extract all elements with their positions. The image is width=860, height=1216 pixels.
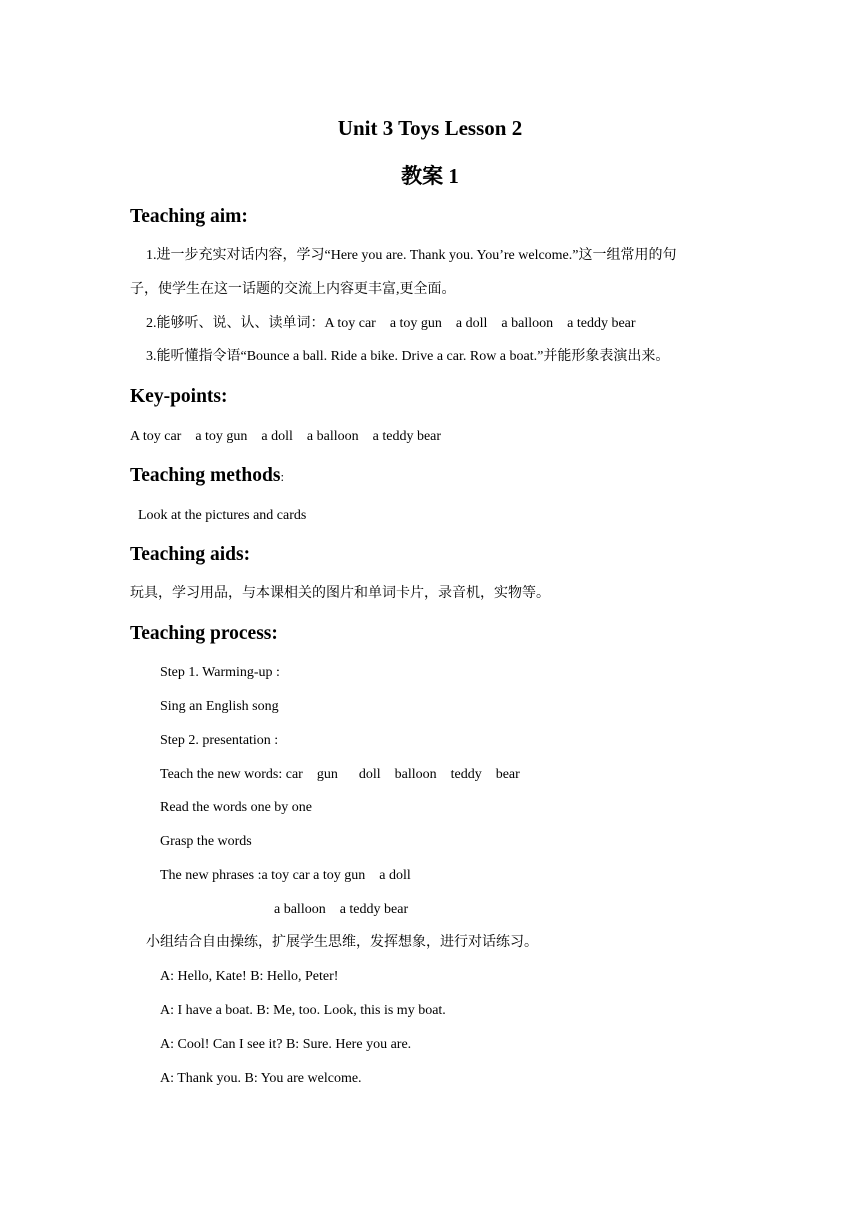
document-subtitle: 教案 1 [401, 164, 459, 188]
aim-line-1: 1.进一步充实对话内容，学习“Here you are. Thank you. You’re welcome.”这一组常用的句 [146, 248, 677, 263]
process-line: Step 1. Warming-up : [160, 665, 280, 680]
process-line: Sing an English song [160, 699, 279, 714]
key-points-line: A toy car a toy gun a doll a balloon a teddy bear [130, 429, 442, 444]
document-title: Unit 3 Toys Lesson 2 [337, 116, 523, 140]
process-line: 小组结合自由操练，扩展学生思维，发挥想象，进行对话练习。 [146, 935, 538, 950]
teaching-aids-heading: Teaching aids: [130, 544, 251, 565]
dialogue-line: A: Cool! Can I see it? B: Sure. Here you are. [160, 1037, 412, 1052]
teaching-aim-heading: Teaching aim: [130, 206, 248, 227]
process-line: Teach the new words: car gun doll balloon teddy bear [160, 767, 520, 782]
process-line: Grasp the words [160, 834, 252, 849]
process-line: a balloon a teddy bear [274, 902, 409, 917]
dialogue-line: A: Thank you. B: You are welcome. [160, 1071, 362, 1086]
dialogue-line: A: I have a boat. B: Me, too. Look, this is my boat. [160, 1003, 446, 1018]
teaching-methods-heading [130, 465, 284, 487]
teaching-methods-heading-text: Teaching methods [130, 465, 281, 486]
dialogue-line: A: Hello, Kate! B: Hello, Peter! [160, 969, 339, 984]
teaching-methods-heading-colon: : [280, 469, 285, 484]
process-line: Read the words one by one [160, 800, 313, 815]
teaching-process-heading: Teaching process: [130, 623, 278, 644]
aim-line-4: 3.能听懂指令语“Bounce a ball. Ride a bike. Drive a car. Row a boat.”并能形象表演出来。 [146, 349, 670, 364]
key-points-heading: Key-points: [130, 386, 228, 407]
process-line: Step 2. presentation : [160, 733, 279, 748]
methods-line: Look at the pictures and cards [138, 508, 307, 523]
aim-line-3: 2.能够听、说、认、读单词：A toy car a toy gun a doll a balloon a teddy bear [146, 316, 636, 331]
aim-line-2: 子，使学生在这一话题的交流上内容更丰富,更全面。 [130, 282, 456, 297]
aids-line: 玩具，学习用品，与本课相关的图片和单词卡片，录音机，实物等。 [130, 586, 550, 601]
process-line: The new phrases :a toy car a toy gun a doll [160, 868, 411, 883]
